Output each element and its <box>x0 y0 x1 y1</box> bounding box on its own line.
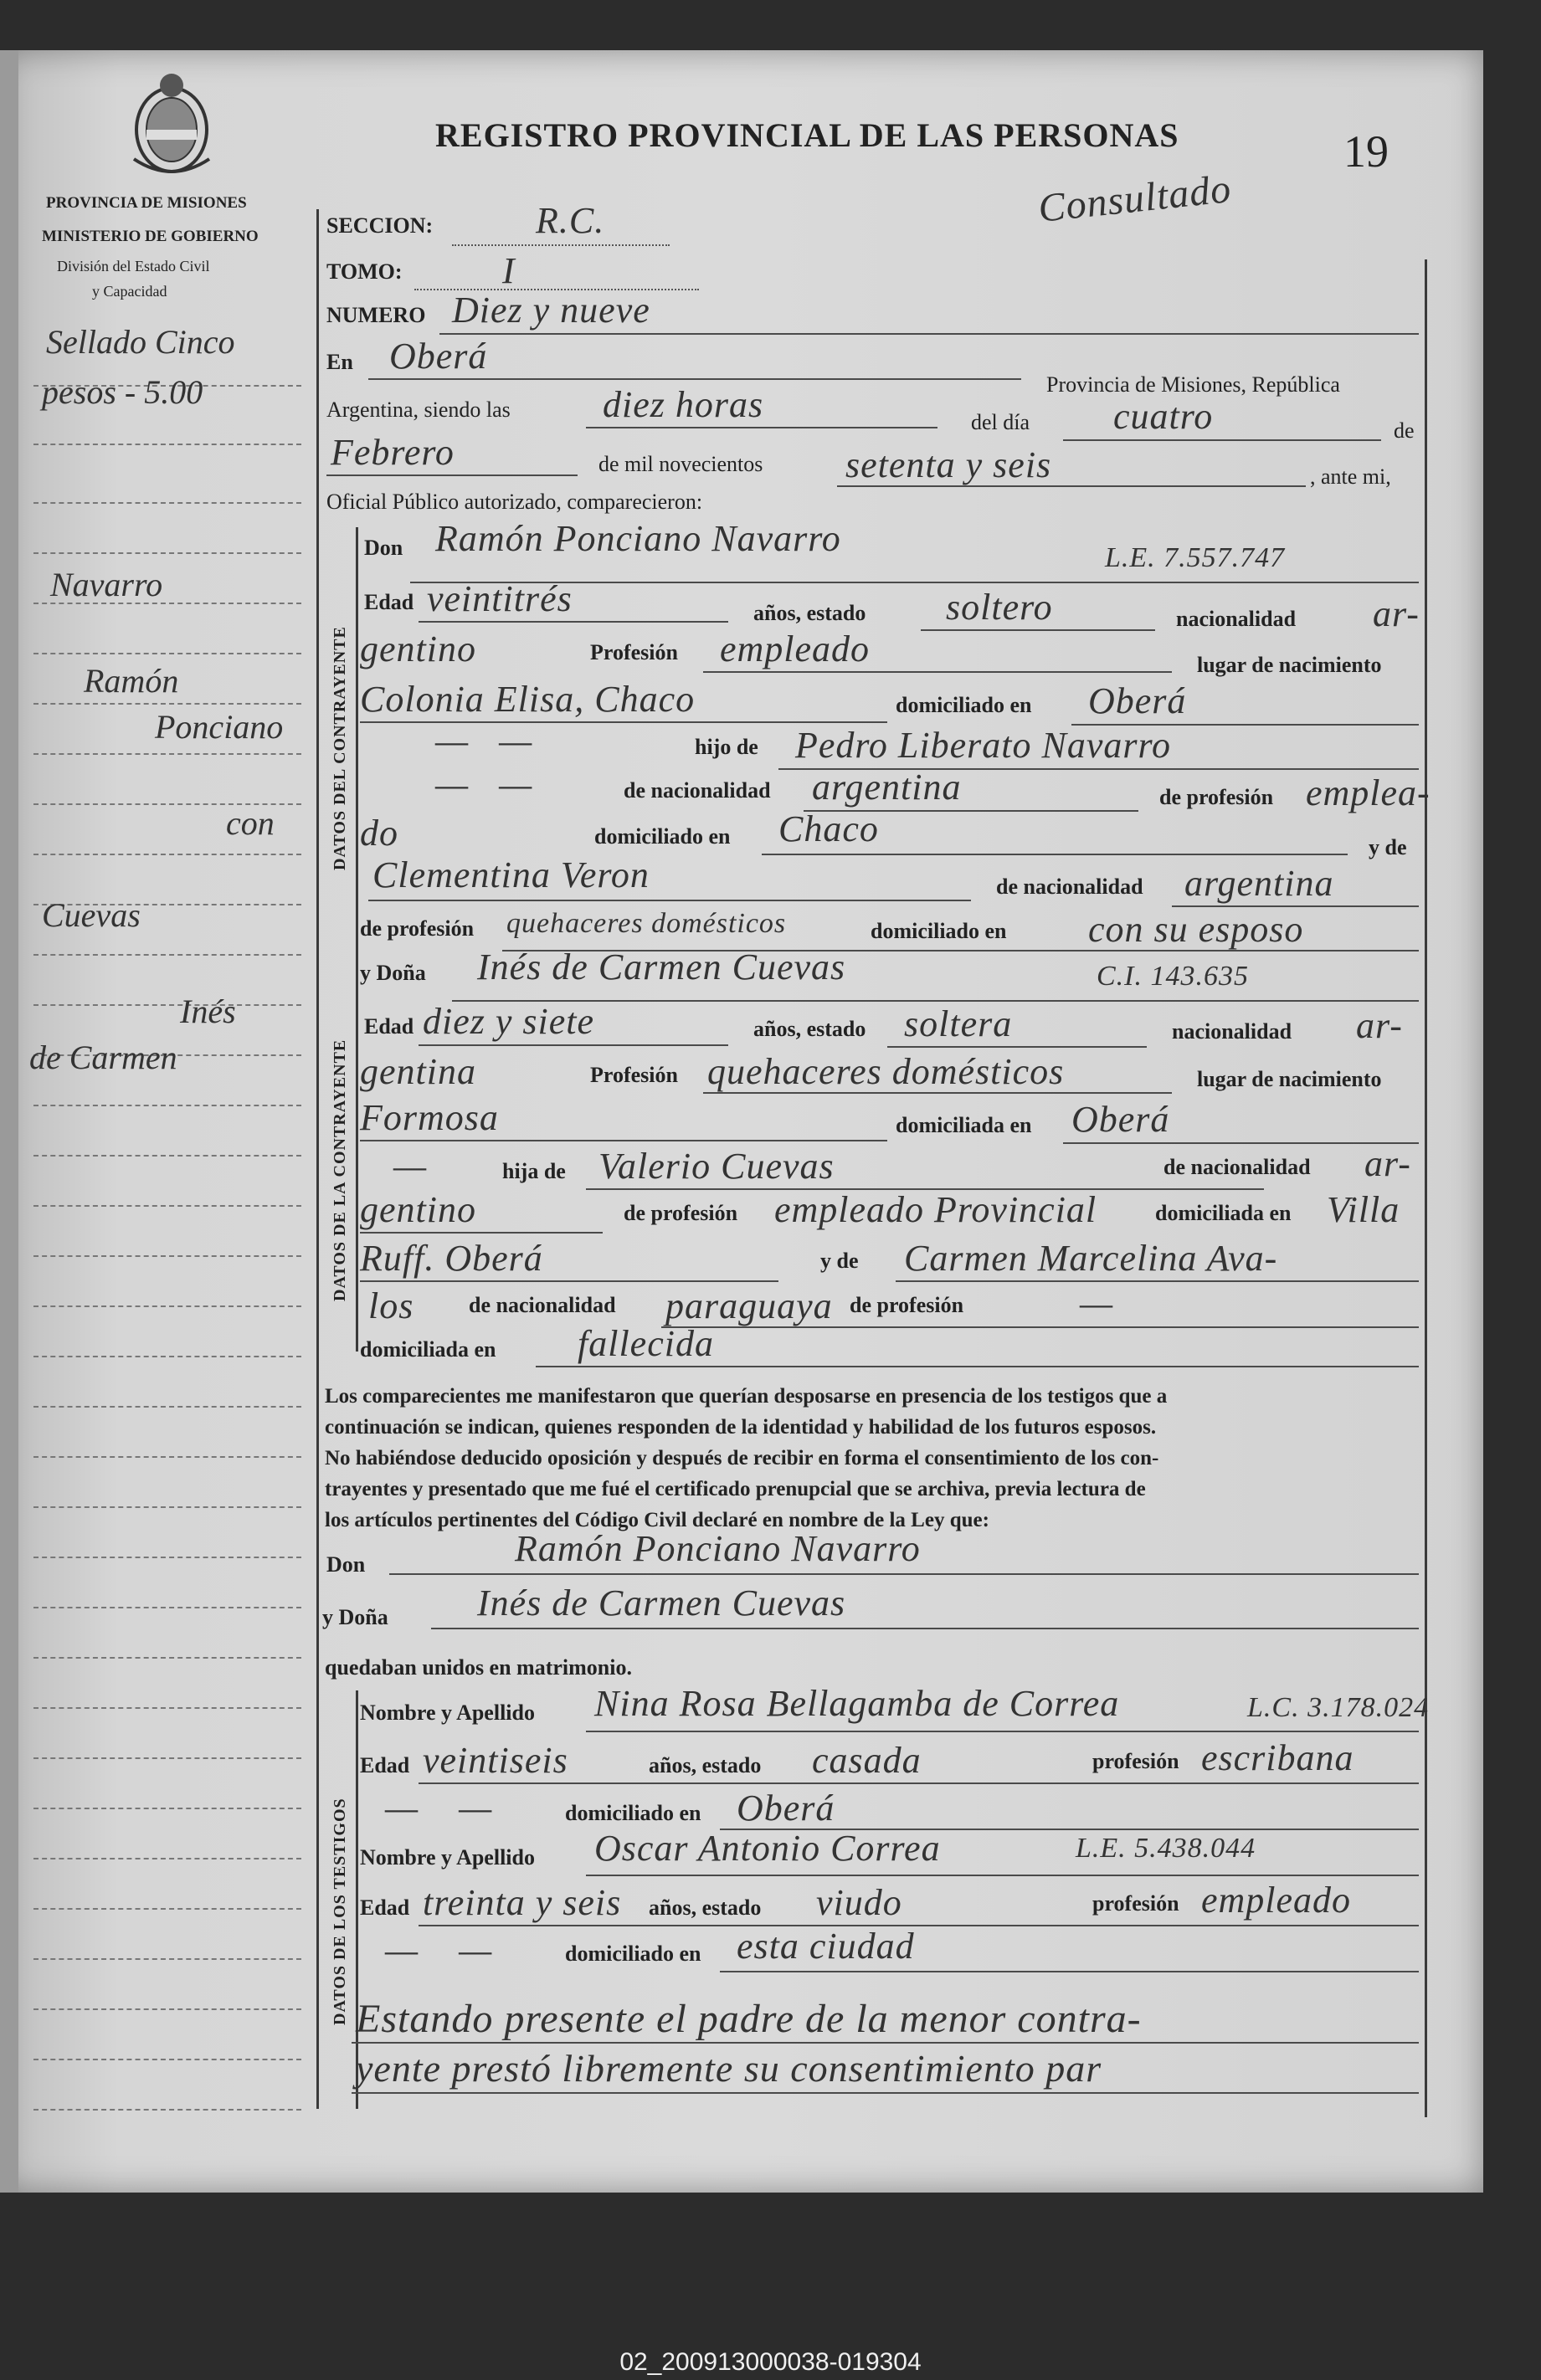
province-line-3: División del Estado Civil <box>57 258 210 274</box>
contrayente-nacionalidad-b: gentino <box>360 628 476 669</box>
madre-domiciliado-label: domiciliado en <box>871 919 1007 943</box>
c-de-nacionalidad-label: de nacionalidad <box>624 778 771 803</box>
padre-profesion-a: emplea- <box>1306 772 1431 813</box>
a-profesion-rule <box>703 1092 1172 1094</box>
en-label: En <box>326 350 353 374</box>
a-domiciliada-label: domiciliada en <box>896 1113 1032 1137</box>
a-profesion-label: Profesión <box>590 1063 678 1087</box>
del-dia-label: del día <box>971 410 1030 434</box>
contrayenta-nacionalidad-a: ar- <box>1356 1005 1403 1046</box>
numero-label: NUMERO <box>326 303 426 327</box>
t1-edad: veintiseis <box>423 1740 568 1781</box>
t2-domiciliado-label: domiciliado en <box>565 1941 701 1966</box>
margin-name-1: Navarro <box>50 566 163 603</box>
declaration-line-2: continuación se indican, quienes responden de la identidad y habilidad de los futuros esposos. <box>325 1416 1157 1439</box>
province-line-2: MINISTERIO DE GOBIERNO <box>42 228 259 245</box>
a-lugar-rule <box>360 1140 887 1141</box>
padre-domicilio: Chaco <box>778 808 879 849</box>
seccion-value: R.C. <box>536 200 605 241</box>
ante-mi-label: , ante mi, <box>1310 464 1391 489</box>
t1-domicilio: Oberá <box>737 1788 835 1829</box>
dia-value: cuatro <box>1113 396 1214 437</box>
t1-nombre-label: Nombre y Apellido <box>360 1700 535 1725</box>
declaration-line-4: trayentes y presentado que me fué el certificado prenupcial que se archiva, previa lectura de <box>325 1478 1146 1500</box>
a-madre-domiciliada-label: domiciliada en <box>360 1337 496 1362</box>
dona-rule <box>452 1000 1419 1002</box>
page-number: 19 <box>1343 126 1389 177</box>
image-caption: 02_200913000038-019304 <box>619 2348 922 2376</box>
testigos-section-label: DATOS DE LOS TESTIGOS <box>331 1798 349 2025</box>
a-edad-label: Edad <box>364 1014 414 1039</box>
margin-name-3: Ponciano <box>155 708 284 746</box>
province-line-4: y Capacidad <box>92 283 167 300</box>
a-padre-nacionalidad-b: gentino <box>360 1189 476 1230</box>
madre-nacionalidad-label: de nacionalidad <box>996 875 1143 899</box>
c-lugar-label: lugar de nacimiento <box>1197 653 1382 677</box>
de-mil-label: de mil novecientos <box>598 452 763 476</box>
a-madre-dom-rule <box>536 1366 1419 1367</box>
t1-profesion: escribana <box>1201 1737 1354 1778</box>
contrayenta-documento: C.I. 143.635 <box>1097 961 1249 992</box>
right-border <box>1425 259 1427 2117</box>
madre-nacionalidad: argentina <box>1184 863 1334 904</box>
contrayente-madre: Clementina Veron <box>372 854 650 895</box>
mes-rule <box>326 474 578 476</box>
t2-edad: treinta y seis <box>423 1882 622 1923</box>
en-rule <box>368 378 1021 380</box>
mes-value: Febrero <box>331 432 455 473</box>
contrayenta-estado: soltera <box>904 1003 1013 1044</box>
en-value: Oberá <box>389 336 488 377</box>
declaration-line-5: los artículos pertinentes del Código Civil declaré en nombre de la Ley que: <box>325 1509 989 1531</box>
margin-divider <box>316 209 319 2109</box>
a-madre-rule <box>896 1280 1419 1282</box>
margin-sellado: Sellado Cinco <box>46 323 235 361</box>
contrayenta-edad: diez y siete <box>423 1001 595 1042</box>
madre-rule <box>368 900 971 901</box>
provincia-text: Provincia de Misiones, República <box>1046 372 1340 397</box>
a-padre-nacionalidad-a: ar- <box>1364 1143 1411 1184</box>
contrayenta-nacionalidad-b: gentina <box>360 1051 476 1092</box>
dia-rule <box>1063 439 1381 441</box>
declaration-line-3: No habiéndose deducido oposición y después de recibir en forma el consentimiento de los con- <box>325 1447 1159 1470</box>
page-title: REGISTRO PROVINCIAL DE LAS PERSONAS <box>435 116 1179 154</box>
dash-4: — — <box>385 1788 493 1829</box>
a-de-nacionalidad-label: de nacionalidad <box>1163 1155 1311 1179</box>
contrayente-documento: L.E. 7.557.747 <box>1105 542 1286 573</box>
madre-nac-rule <box>1172 905 1419 907</box>
anio-value: setenta y seis <box>845 444 1052 485</box>
a-y-de-label: y de <box>820 1249 859 1273</box>
anio-rule <box>837 485 1306 487</box>
c-estado-rule <box>921 629 1155 631</box>
contrayenta-bracket <box>356 1000 358 1352</box>
consultado-annotation: Consultado <box>1035 167 1234 231</box>
t2-edad-label: Edad <box>360 1895 410 1920</box>
decl-dona-nombre: Inés de Carmen Cuevas <box>477 1582 846 1623</box>
dona-label: y Doña <box>360 961 426 985</box>
contrayente-nombre: Ramón Ponciano Navarro <box>435 518 841 559</box>
c-profesion-rule <box>703 671 1172 673</box>
padre-domicilio-label: domiciliado en <box>594 824 731 849</box>
numero-value: Diez y nueve <box>452 290 650 331</box>
contrayente-padre: Pedro Liberato Navarro <box>795 725 1171 766</box>
c-edad-label: Edad <box>364 590 414 614</box>
a-padre-domiciliada-label: domiciliada en <box>1155 1201 1292 1225</box>
t2-doc: L.E. 5.438.044 <box>1076 1833 1256 1864</box>
decl-don-label: Don <box>326 1552 366 1577</box>
contrayente-nacionalidad-a: ar- <box>1373 593 1420 634</box>
decl-dona-label: y Doña <box>322 1605 388 1629</box>
contrayenta-lugar: Formosa <box>360 1097 499 1138</box>
dash-5: — — <box>385 1930 493 1971</box>
margin-name-2: Ramón <box>84 662 179 700</box>
madre-profesion: quehaceres domésticos <box>506 908 787 939</box>
contrayenta-nombre: Inés de Carmen Cuevas <box>477 946 846 987</box>
t2-nombre-rule <box>586 1875 1419 1876</box>
margin-name-6: Inés <box>180 993 236 1030</box>
decl-don-nombre: Ramón Ponciano Navarro <box>515 1528 921 1569</box>
a-padre-nac-rule <box>360 1232 603 1234</box>
t2-profesion: empleado <box>1201 1880 1352 1921</box>
oficial-text: Oficial Público autorizado, comparecieron: <box>326 490 703 514</box>
nota-line-1: Estando presente el padre de la menor contra- <box>356 1997 1142 2041</box>
t2-estado-label: años, estado <box>649 1895 762 1920</box>
a-madre-nacionalidad: paraguaya <box>665 1285 833 1326</box>
a-madre-domicilio: fallecida <box>578 1323 714 1364</box>
a-madre-b: los <box>368 1285 414 1326</box>
padre-nacionalidad: argentina <box>812 767 962 808</box>
a-madre-profesion: — <box>1080 1283 1114 1324</box>
t1-estado-label: años, estado <box>649 1753 762 1777</box>
don-label: Don <box>364 536 403 560</box>
contrayenta-padre: Valerio Cuevas <box>598 1146 835 1187</box>
decl-don-rule <box>389 1573 1419 1575</box>
contrayenta-section-label: DATOS DE LA CONTRAYENTE <box>331 1039 349 1301</box>
contrayente-lugar: Colonia Elisa, Chaco <box>360 679 696 720</box>
a-estado-rule <box>887 1046 1147 1048</box>
dash-2: — — <box>435 764 533 805</box>
margin-name-5: Cuevas <box>42 896 141 934</box>
dash-1: — — <box>435 721 533 762</box>
hora-value: diez horas <box>603 384 764 425</box>
a-madre-nacionalidad-label: de nacionalidad <box>469 1293 616 1317</box>
a-madre-nac-rule <box>661 1326 1419 1328</box>
coat-of-arms-icon <box>126 67 218 180</box>
hija-label: hija de <box>502 1159 566 1183</box>
t1-domiciliado-label: domiciliado en <box>565 1801 701 1825</box>
nota-rule-2 <box>352 2092 1419 2094</box>
t1-nombre-rule <box>586 1731 1419 1732</box>
tomo-label: TOMO: <box>326 259 403 284</box>
t1-nombre: Nina Rosa Bellagamba de Correa <box>594 1683 1120 1724</box>
margin-name-7: de Carmen <box>29 1039 177 1076</box>
c-estado-label: años, estado <box>753 601 866 625</box>
hora-rule <box>586 427 937 428</box>
contrayenta-profesion: quehaceres domésticos <box>707 1051 1065 1092</box>
t2-nombre: Oscar Antonio Correa <box>594 1828 941 1869</box>
madre-domicilio: con su esposo <box>1088 909 1304 950</box>
a-padre-domicilio-b: Ruff. Oberá <box>360 1238 543 1279</box>
t2-profesion-label: profesión <box>1092 1891 1179 1916</box>
c-de-profesion-label: de profesión <box>1159 785 1274 809</box>
dash-3: — <box>393 1146 428 1187</box>
madre-profesion-label: de profesión <box>360 916 475 941</box>
padre-dom-rule <box>762 854 1348 855</box>
a-padre-domicilio-a: Villa <box>1327 1189 1400 1230</box>
c-domiciliado-label: domiciliado en <box>896 693 1032 717</box>
tomo-value: I <box>502 250 516 291</box>
a-lugar-label: lugar de nacimiento <box>1197 1067 1382 1091</box>
t1-estado: casada <box>812 1740 922 1781</box>
c-nacionalidad-label: nacionalidad <box>1176 607 1297 631</box>
quedaban-text: quedaban unidos en matrimonio. <box>325 1655 632 1680</box>
nota-rule-1 <box>352 2042 1419 2044</box>
t2-edad-rule <box>419 1925 1419 1926</box>
seccion-label: SECCION: <box>326 213 434 238</box>
contrayente-edad: veintitrés <box>427 578 573 619</box>
contrayente-profesion: empleado <box>720 628 871 669</box>
a-madre-a: Carmen Marcelina Ava- <box>904 1238 1278 1279</box>
page-edge <box>0 50 18 2193</box>
register-page <box>0 50 1483 2193</box>
province-line-1: PROVINCIA DE MISIONES <box>46 194 247 212</box>
t2-domicilio: esta ciudad <box>737 1926 915 1967</box>
margin-pesos: pesos - 5.00 <box>42 373 203 411</box>
contrayenta-domicilio: Oberá <box>1071 1099 1170 1140</box>
t2-estado: viudo <box>816 1882 902 1923</box>
seccion-rule <box>452 244 670 246</box>
contrayente-estado: soltero <box>946 587 1053 628</box>
a-madre-profesion-label: de profesión <box>850 1293 964 1317</box>
a-padre-dom-rule <box>360 1280 778 1282</box>
a-estado-label: años, estado <box>753 1017 866 1041</box>
de-label: de <box>1394 418 1415 443</box>
padre-profesion-b: do <box>360 813 398 854</box>
decl-dona-rule <box>431 1628 1419 1629</box>
hijo-label: hijo de <box>695 735 758 759</box>
t2-nombre-label: Nombre y Apellido <box>360 1845 535 1870</box>
a-padre-profesion: empleado Provincial <box>774 1189 1097 1230</box>
margin-name-4: con <box>226 804 275 842</box>
a-de-profesion-label: de profesión <box>624 1201 738 1225</box>
t1-profesion-label: profesión <box>1092 1749 1179 1773</box>
argentina-text: Argentina, siendo las <box>326 398 511 422</box>
declaration-line-1: Los comparecientes me manifestaron que querían desposarse en presencia de los testigos que a <box>325 1385 1168 1408</box>
numero-rule <box>439 333 1419 335</box>
a-nacionalidad-label: nacionalidad <box>1172 1019 1292 1044</box>
contrayente-domicilio: Oberá <box>1088 680 1187 721</box>
a-edad-rule <box>419 1044 728 1046</box>
nota-line-2: yente prestó libremente su consentimiento par <box>356 2047 1102 2090</box>
y-de-label: y de <box>1369 835 1407 859</box>
c-profesion-label: Profesión <box>590 640 678 664</box>
contrayente-section-label: DATOS DEL CONTRAYENTE <box>331 626 349 870</box>
c-edad-rule <box>419 621 728 623</box>
t1-edad-rule <box>419 1782 1419 1784</box>
t1-edad-label: Edad <box>360 1753 410 1777</box>
t1-doc: L.C. 3.178.024 <box>1247 1692 1430 1723</box>
t2-dom-rule <box>720 1971 1419 1972</box>
